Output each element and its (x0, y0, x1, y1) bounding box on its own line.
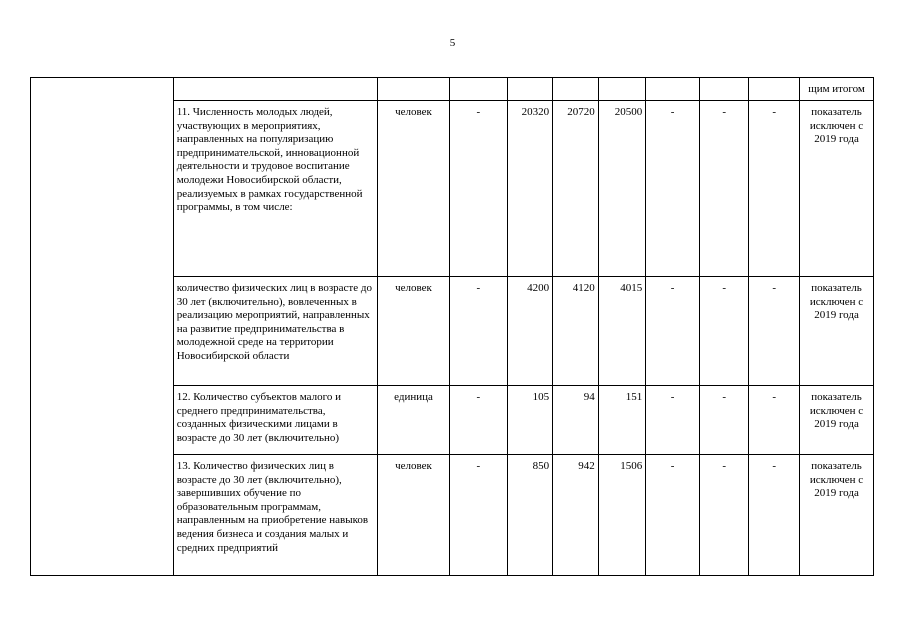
table-header-row (31, 78, 874, 101)
indicator-value: 4015 (598, 277, 646, 386)
header-cell (507, 78, 553, 101)
page-number: 5 (449, 37, 456, 49)
indicator-value: - (699, 386, 749, 455)
header-cell (598, 78, 646, 101)
indicator-value: 1506 (598, 455, 646, 576)
indicator-note: показатель исключен с 2019 года (800, 277, 874, 386)
header-cell (749, 78, 800, 101)
indicator-value: 151 (598, 386, 646, 455)
indicator-value: - (699, 101, 749, 277)
indicator-value: 850 (507, 455, 553, 576)
indicator-value: - (449, 455, 507, 576)
indicator-value: - (699, 455, 749, 576)
indicator-value: - (449, 101, 507, 277)
indicator-value: - (449, 277, 507, 386)
header-cell (646, 78, 700, 101)
indicator-name: количество физических лиц в возрасте до 30 лет (включительно), вовлеченных в реализацию мероприятий, направленных на развитие предпринимательства в молодежной среде на территории Новосибирской области (173, 277, 377, 386)
indicator-unit: человек (378, 455, 450, 576)
indicator-unit: человек (378, 277, 450, 386)
indicators-table (30, 77, 874, 576)
indicator-note: показатель исключен с 2019 года (800, 101, 874, 277)
header-cell (699, 78, 749, 101)
indicator-unit: человек (378, 101, 450, 277)
indicator-value: 20500 (598, 101, 646, 277)
indicator-value: 94 (553, 386, 599, 455)
indicator-value: - (646, 277, 700, 386)
indicator-value: 4200 (507, 277, 553, 386)
indicator-value: - (646, 101, 700, 277)
indicator-note: показатель исключен с 2019 года (800, 386, 874, 455)
indicator-value: 20320 (507, 101, 553, 277)
indicator-value: - (749, 455, 800, 576)
header-note-cell: щим итогом (800, 78, 874, 101)
indicator-name: 12. Количество субъектов малого и среднего предпринимательства, созданных физическими лицами в возрасте до 30 лет (включительно) (173, 386, 377, 455)
header-cell (173, 78, 377, 101)
header-cell (378, 78, 450, 101)
indicator-unit: единица (378, 386, 450, 455)
indicator-value: 105 (507, 386, 553, 455)
indicator-note: показатель исключен с 2019 года (800, 455, 874, 576)
indicator-name: 13. Количество физических лиц в возрасте до 30 лет (включительно), завершивших обучение по образовательным программам, направленным на приобретение навыков ведения бизнеса и создания малых и средних предприятий (173, 455, 377, 576)
indicator-value: - (646, 455, 700, 576)
indicator-value: - (699, 277, 749, 386)
header-cell (449, 78, 507, 101)
header-cell (553, 78, 599, 101)
indicator-value: - (749, 386, 800, 455)
indicator-value: - (749, 277, 800, 386)
indicator-value: - (449, 386, 507, 455)
indicator-value: 20720 (553, 101, 599, 277)
indicator-value: - (646, 386, 700, 455)
indicator-name: 11. Численность молодых людей, участвующих в мероприятиях, направленных на популяризацию предпринимательской, инновационной деятельности и трудовое воспитание молодежи Новосибирской области, реализуемых в рамках государственной программы, в том числе: (173, 101, 377, 277)
indicator-value: - (749, 101, 800, 277)
program-column-cell (31, 78, 174, 576)
indicator-value: 4120 (553, 277, 599, 386)
indicator-value: 942 (553, 455, 599, 576)
